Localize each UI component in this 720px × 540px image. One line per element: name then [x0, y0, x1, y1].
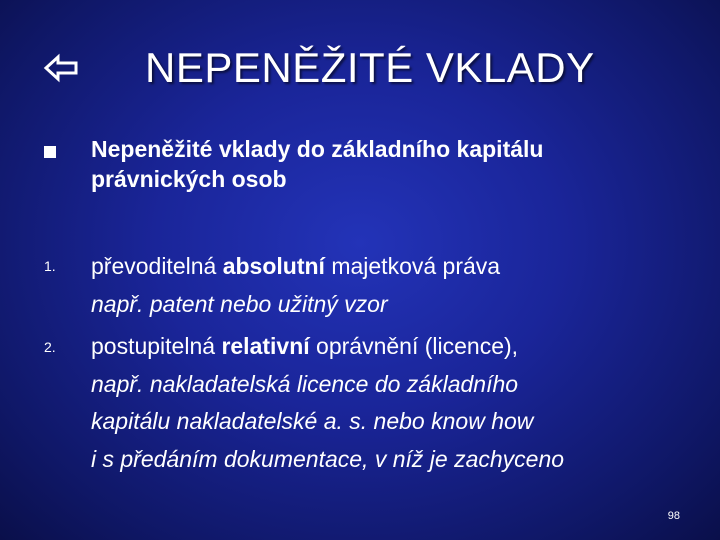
- list-number-2: 2.: [44, 339, 56, 355]
- list-item-2-example-2: kapitálu nakladatelské a. s. nebo know how: [91, 408, 534, 434]
- square-bullet-icon: [44, 146, 56, 158]
- list-item-2-before: postupitelná: [91, 333, 222, 359]
- heading-bullet-text: [91, 134, 543, 194]
- list-item-2: [91, 328, 564, 478]
- heading-line-1: Nepeněžité vklady do základního kapitálu: [91, 136, 544, 162]
- list-item-2-example-1: např. nakladatelská licence do základního: [91, 370, 519, 397]
- list-item-2-example-3: i s předáním dokumentace, v níž je zachyceno: [91, 445, 565, 472]
- list-item-2-bold: relativní: [221, 333, 310, 359]
- list-item-1-example: např. patent nebo užitný vzor: [91, 290, 388, 317]
- heading-line-2: právnických osob: [91, 166, 287, 192]
- list-item-2-main: [91, 328, 564, 366]
- page-title: NEPENĚŽITÉ VKLADY: [145, 44, 595, 91]
- list-item-1-after: majetková práva: [324, 253, 501, 279]
- page-number: 98: [667, 510, 680, 522]
- list-item-1-before: převoditelná: [91, 253, 223, 279]
- title-row: [0, 40, 720, 100]
- list-item-1-bold: absolutní: [222, 253, 325, 279]
- list-item-1-main: [91, 248, 500, 286]
- left-arrow-icon[interactable]: [42, 48, 82, 88]
- list-number-1: 1.: [44, 258, 56, 274]
- list-item-2-after: oprávnění (licence),: [309, 333, 519, 359]
- list-item-1: [91, 248, 500, 323]
